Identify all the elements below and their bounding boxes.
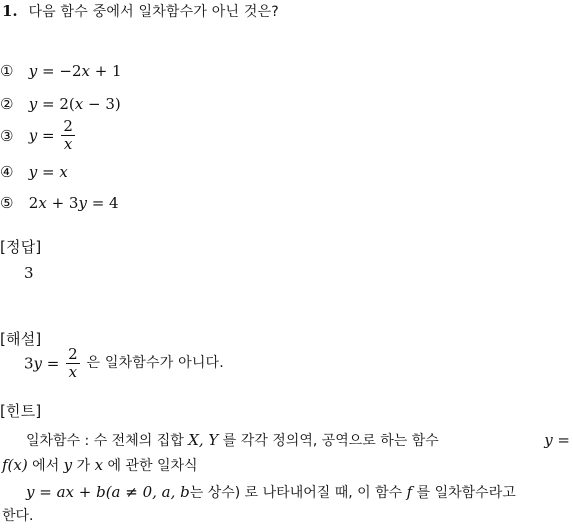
choice-5[interactable] (0, 194, 119, 212)
explanation-suffix: 은 일차함수가 아니다. (86, 355, 224, 372)
explanation-body (24, 346, 224, 381)
choice-3[interactable] (0, 118, 77, 153)
choice-fraction (61, 118, 75, 153)
hint-math: X, Y (188, 431, 219, 449)
fraction-numerator: 2 (68, 345, 78, 363)
choice-expression: y = x (28, 163, 68, 181)
hint-text: 에서 (27, 458, 64, 474)
hint-math: y = ax + b(a ≠ 0, a, b (26, 483, 190, 501)
hint-line-2 (2, 453, 572, 478)
choice-marker: ② (0, 95, 14, 113)
explanation-fraction (66, 346, 80, 381)
choice-marker: ④ (0, 163, 14, 181)
choice-marker: ⑤ (0, 194, 14, 212)
explanation-label: [해설] (0, 330, 42, 348)
choice-4[interactable] (0, 163, 68, 181)
question-header (2, 2, 279, 21)
fraction-denominator: x (68, 363, 78, 381)
choice-expression: y = −2x + 1 (28, 62, 122, 80)
choice-marker: ③ (0, 126, 14, 145)
hint-text: 에 관한 일차식 (103, 458, 198, 474)
answer-label: [정답] (0, 238, 42, 256)
choice-expression: y = 2(x − 3) (28, 95, 121, 113)
hint-text: 를 각각 정의역, 공역으로 하는 함수 (218, 433, 439, 449)
hint-text: 를 일차함수라고 (412, 485, 516, 501)
hint-math: f(x) (2, 456, 28, 474)
hint-text: 는 상수) 로 나타내어질 때, 이 함수 (189, 485, 407, 501)
choice-marker: ① (0, 62, 14, 80)
hint-line-4 (2, 504, 572, 528)
explanation-lhs: 3y = (24, 354, 65, 373)
hint-text: 한다. (2, 508, 34, 524)
hint-text: 일차함수 : 수 전체의 집합 (26, 433, 189, 449)
choice-1[interactable] (0, 62, 122, 80)
hint-line-3 (2, 480, 572, 505)
hint-math: x (94, 456, 104, 474)
hint-math: f (406, 483, 413, 501)
hint-text: 가 (72, 458, 95, 474)
choice-expression: 2x + 3y = 4 (28, 194, 119, 212)
fraction-denominator: x (63, 135, 73, 153)
answer-value: 3 (24, 264, 34, 282)
hint-line-1 (2, 428, 572, 453)
hint-label: [힌트] (0, 402, 42, 420)
hint-math: y (63, 456, 73, 474)
question-number: 1. (2, 2, 18, 20)
hint-math: y = (544, 431, 570, 449)
fraction-numerator: 2 (63, 117, 73, 135)
question-text: 다음 함수 중에서 일차함수가 아닌 것은? (28, 4, 279, 20)
choice-expression: y = (28, 126, 60, 145)
choice-2[interactable] (0, 95, 121, 113)
